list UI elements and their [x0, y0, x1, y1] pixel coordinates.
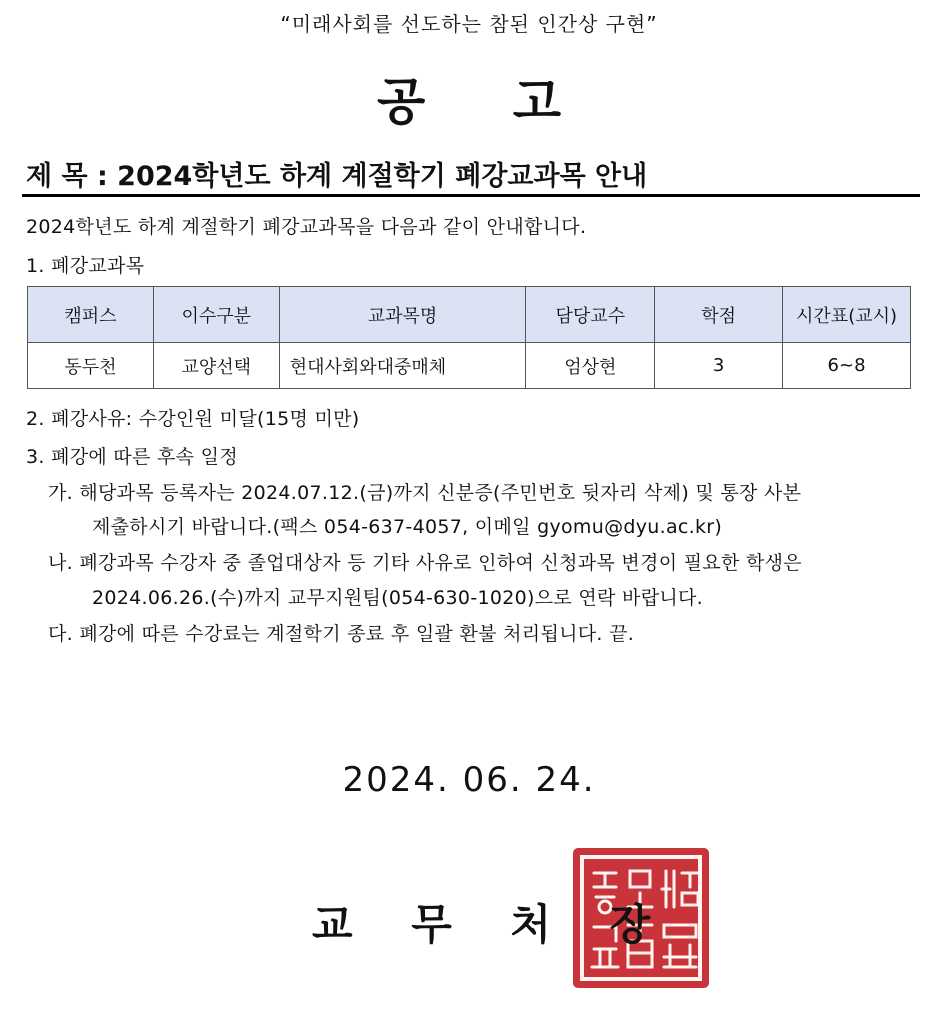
- item-na-line-2: 2024.06.26.(수)까지 교무지원팀(054-630-1020)으로 연락 바랍니다.: [92, 587, 703, 609]
- cell-schedule: 6~8: [783, 343, 911, 389]
- table-row: [28, 343, 911, 389]
- signer-title: 교 무 처 장: [312, 900, 651, 949]
- closed-courses-table: [27, 286, 911, 389]
- item-da-text: 다. 폐강에 따른 수강료는 계절학기 종료 후 일괄 환불 처리됩니다. 끝.: [48, 623, 635, 645]
- column-header: 교과목명: [279, 287, 526, 343]
- section-2-text: 2. 폐강사유: 수강인원 미달(15명 미만): [26, 408, 360, 430]
- subject-underline: [22, 194, 920, 197]
- cell-course-name: 현대사회와대중매체: [279, 343, 526, 389]
- cell-campus: 동두천: [28, 343, 154, 389]
- column-header: 이수구분: [153, 287, 279, 343]
- section-1-heading: 1. 폐강교과목: [26, 255, 145, 277]
- column-header: 시간표(교시): [783, 287, 911, 343]
- item-ga-line-1: 가. 해당과목 등록자는 2024.07.12.(금)까지 신분증(주민번호 뒷자리 삭제) 및 통장 사본: [48, 482, 802, 504]
- cell-professor: 엄상현: [526, 343, 655, 389]
- item-na-line-1: 나. 폐강과목 수강자 중 졸업대상자 등 기타 사유로 인하여 신청과목 변경이 필요한 학생은: [48, 552, 802, 574]
- column-header: 담당교수: [526, 287, 655, 343]
- notice-title: 공 고: [376, 73, 561, 131]
- intro-text: 2024학년도 하계 계절학기 폐강교과목을 다음과 같이 안내합니다.: [26, 216, 587, 238]
- column-header: 캠퍼스: [28, 287, 154, 343]
- cell-credits: 3: [655, 343, 783, 389]
- cell-course-type: 교양선택: [153, 343, 279, 389]
- slogan: “미래사회를 선도하는 참된 인간상 구현”: [280, 12, 658, 36]
- subject-line: 제 목 : 2024학년도 하계 계절학기 폐강교과목 안내: [26, 161, 648, 192]
- column-header: 학점: [655, 287, 783, 343]
- section-3-heading: 3. 폐강에 따른 후속 일정: [26, 446, 238, 468]
- item-ga-line-2: 제출하시기 바랍니다.(팩스 054-637-4057, 이메일 gyomu@dyu.ac.kr): [92, 516, 723, 538]
- notice-date: 2024. 06. 24.: [342, 760, 596, 800]
- table-header-row: [28, 287, 911, 343]
